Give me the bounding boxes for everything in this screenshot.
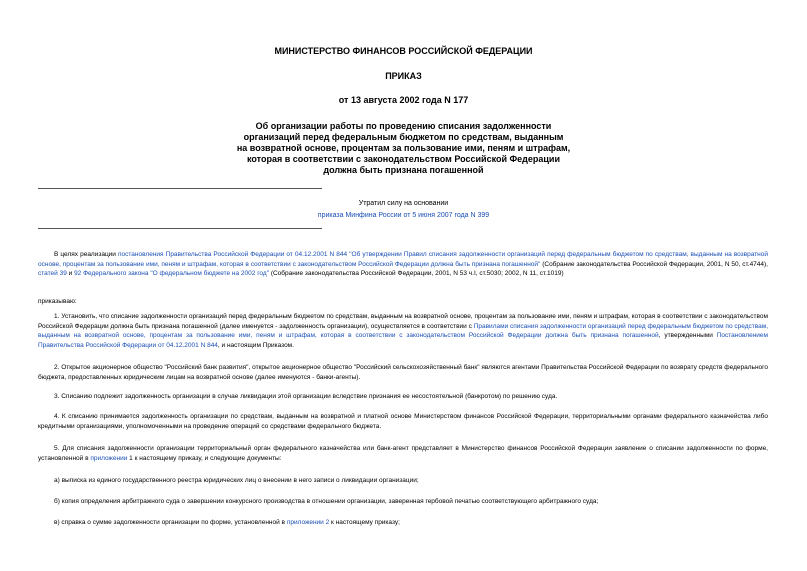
- write-off-rules-link[interactable]: Правилами списания задолженности организаций перед федеральным бюджетом по средствам, выданным на возвратной основе, процентам за пользование ими, пеням и штрафам, которая в соответствии с законодательством Российской Федерации должна быть признана погашенной: [38, 322, 768, 339]
- date-number: от 13 августа 2002 года N 177: [338, 95, 469, 105]
- title-line: должна быть признана погашенной: [323, 165, 484, 175]
- appendix-2-link[interactable]: приложении 2: [286, 519, 330, 526]
- paragraph-3: 3. Списанию подлежит задолженность организации в случае ликвидации этой организации вследствие признания ее несостоятельной (банкротом) по решению суда.: [54, 393, 558, 400]
- subitem-a: а) выписка из единого государственного реестра юридических лиц о внесении в него записи о ликвидации организации;: [54, 477, 419, 484]
- title-line: которая в соответствии с законодательством Российской Федерации: [247, 154, 560, 164]
- repeal-order-link[interactable]: приказа Минфина России от 5 июня 2007 года N 399: [317, 212, 490, 219]
- text-span: В целях реализации: [54, 251, 119, 258]
- budget-law-link[interactable]: 92 Федерального закона "О федеральном бюджете на 2002 год": [74, 270, 270, 277]
- text-span: , и настоящим Приказом.: [217, 341, 294, 349]
- document-title: [0, 121, 807, 176]
- decree-844-link[interactable]: Постановлением Правительства Российской Федерации от 04.12.2001 N 844: [38, 332, 768, 349]
- paragraph-4: 4. К списанию принимается задолженность организации по средствам, выданным на возвратной и платной основе Министерством финансов Российской Федерации, территориальными органами федерального казначейства либо кредитными организациями, уполномоченными на проведение операций со средствами федерального бюджета.: [38, 413, 768, 430]
- paragraph-5: [38, 444, 768, 463]
- title-line: на возвратной основе, процентам за пользование ими, пеням и штрафам,: [236, 143, 571, 153]
- text-span: , утвержденными: [658, 332, 717, 339]
- subitem-b: б) копия определения арбитражного суда о завершении конкурсного производства в отношении организации, заверенная гербовой печатью соответствующего арбитражного суда;: [54, 498, 599, 505]
- paragraph-2: 2. Открытое акционерное общество "Российский банк развития", открытое акционерное общество "Российский сельскохозяйственный банк" являются агентами Правительства Российской Федерации по возврату средств федерального бюджета, предоставленных юридическим лицам на возвратной основе (далее именуются - банки-агенты).: [38, 364, 768, 381]
- text-span: 1. Установить, что списание задолженности организаций перед федеральным бюджетом по средствам, выданным на возвратной основе, процентам за пользование ими, пеням и штрафам, которая в соответствии с законодательством Российской Федерации должна быть признана погашенной (далее именуется - задолженность организации), осуществляется в соответствии с: [38, 313, 768, 330]
- government-decree-link[interactable]: постановления Правительства Российской Федерации от 04.12.2001 N 844 "Об утверждении Правил списания задолженности организаций перед федеральным бюджетом по средствам, выданным на возвратной основе, процентам за пользование ими, пеням и штрафам, которая в соответствии с законодательством Российской Федерации должна быть признана погашенной": [38, 251, 769, 268]
- title-line: организаций перед федеральным бюджетом по средствам, выданным: [243, 132, 564, 142]
- order-word: приказываю:: [38, 298, 77, 305]
- text-span: 5. Для списания задолженности организации территориальный орган федерального казначейства или банк-агент представляет в Министерство финансов Российской Федерации заявление о списании задолженности по форме, установленной в: [38, 445, 768, 462]
- status-note: Утратил силу на основании: [358, 200, 449, 207]
- divider-bottom: [38, 228, 322, 229]
- preamble-paragraph: [38, 250, 768, 279]
- text-span: к настоящему приказу;: [329, 519, 400, 526]
- appendix-1-link[interactable]: приложении: [90, 454, 128, 462]
- text-span: (Собрание законодательства Российской Федерации, 2001, N 50, ст.4744),: [540, 260, 768, 268]
- text-span: (Собрание законодательства Российской Федерации, 2001, N 53 ч.I, ст.5030; 2002, N 11, ст.1019): [269, 270, 564, 277]
- subitem-c: [38, 518, 768, 528]
- ministry-heading: МИНИСТЕРСТВО ФИНАНСОВ РОССИЙСКОЙ ФЕДЕРАЦИИ: [274, 46, 533, 56]
- divider-top: [38, 188, 322, 189]
- paragraph-1: [38, 312, 768, 350]
- title-line: Об организации работы по проведению списания задолженности: [255, 121, 552, 131]
- text-span: в) справка о сумме задолженности организации по форме, установленной в: [54, 519, 287, 526]
- article-39-link[interactable]: статей 39: [38, 270, 67, 277]
- text-span: и: [66, 270, 75, 277]
- text-span: 1 к настоящему приказу, и следующие документы:: [127, 454, 282, 462]
- doc-type-heading: ПРИКАЗ: [385, 71, 422, 81]
